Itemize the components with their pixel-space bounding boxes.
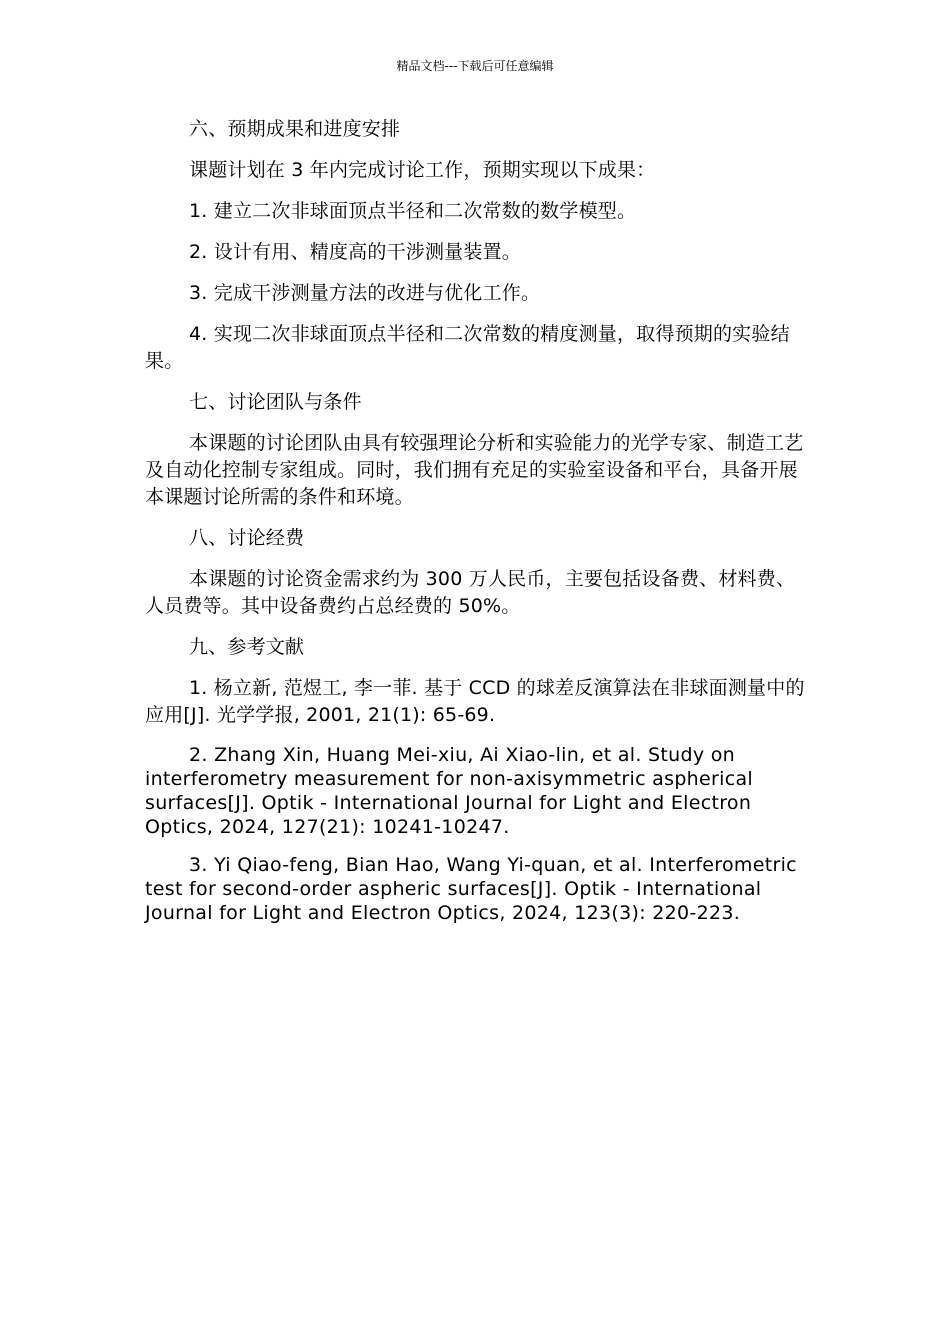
section-6-item-2: 2. 设计有用、精度高的干涉测量装置。 [189, 241, 521, 263]
document-body [145, 116, 810, 939]
reference-2: 2. Zhang Xin, Huang Mei-xiu, Ai Xiao-lin, et al. Study on interferometry measurement for non-axisymmetric aspherical surfaces[J]. Optik - International Journal for Light and Electron Optics, 2024, 127(21): 10241-10247. [145, 744, 753, 838]
section-8-body: 本课题的讨论资金需求约为 300 万人民币，主要包括设备费、材料费、人员费等。其中设备费约占总经费的 50%。 [145, 568, 796, 617]
section-7-title: 七、讨论团队与条件 [189, 391, 362, 413]
reference-1: 1. 杨立新, 范煜工, 李一菲. 基于 CCD 的球差反演算法在非球面测量中的应用[J]. 光学学报, 2001, 21(1): 65-69. [145, 677, 805, 726]
section-8-title: 八、讨论经费 [189, 527, 305, 549]
page-header: 精品文档---下载后可任意编辑 [396, 59, 554, 73]
section-6-title: 六、预期成果和进度安排 [189, 118, 401, 140]
section-6-item-4: 4. 实现二次非球面顶点半径和二次常数的精度测量，取得预期的实验结果。 [145, 323, 790, 372]
section-6-intro: 课题计划在 3 年内完成讨论工作，预期实现以下成果： [189, 159, 656, 181]
section-6-item-3: 3. 完成干涉测量方法的改进与优化工作。 [189, 282, 541, 304]
section-9-title: 九、参考文献 [189, 636, 305, 658]
section-6-item-1: 1. 建立二次非球面顶点半径和二次常数的数学模型。 [189, 200, 637, 222]
reference-3: 3. Yi Qiao-feng, Bian Hao, Wang Yi-quan, et al. Interferometric test for second-order aspheric surfaces[J]. Optik - International Journal for Light and Electron Optics, 2024, 123(3): 220-223. [145, 854, 797, 924]
section-7-body: 本课题的讨论团队由具有较强理论分析和实验能力的光学专家、制造工艺及自动化控制专家组成。同时，我们拥有充足的实验室设备和平台，具备开展本课题讨论所需的条件和环境。 [145, 432, 804, 508]
